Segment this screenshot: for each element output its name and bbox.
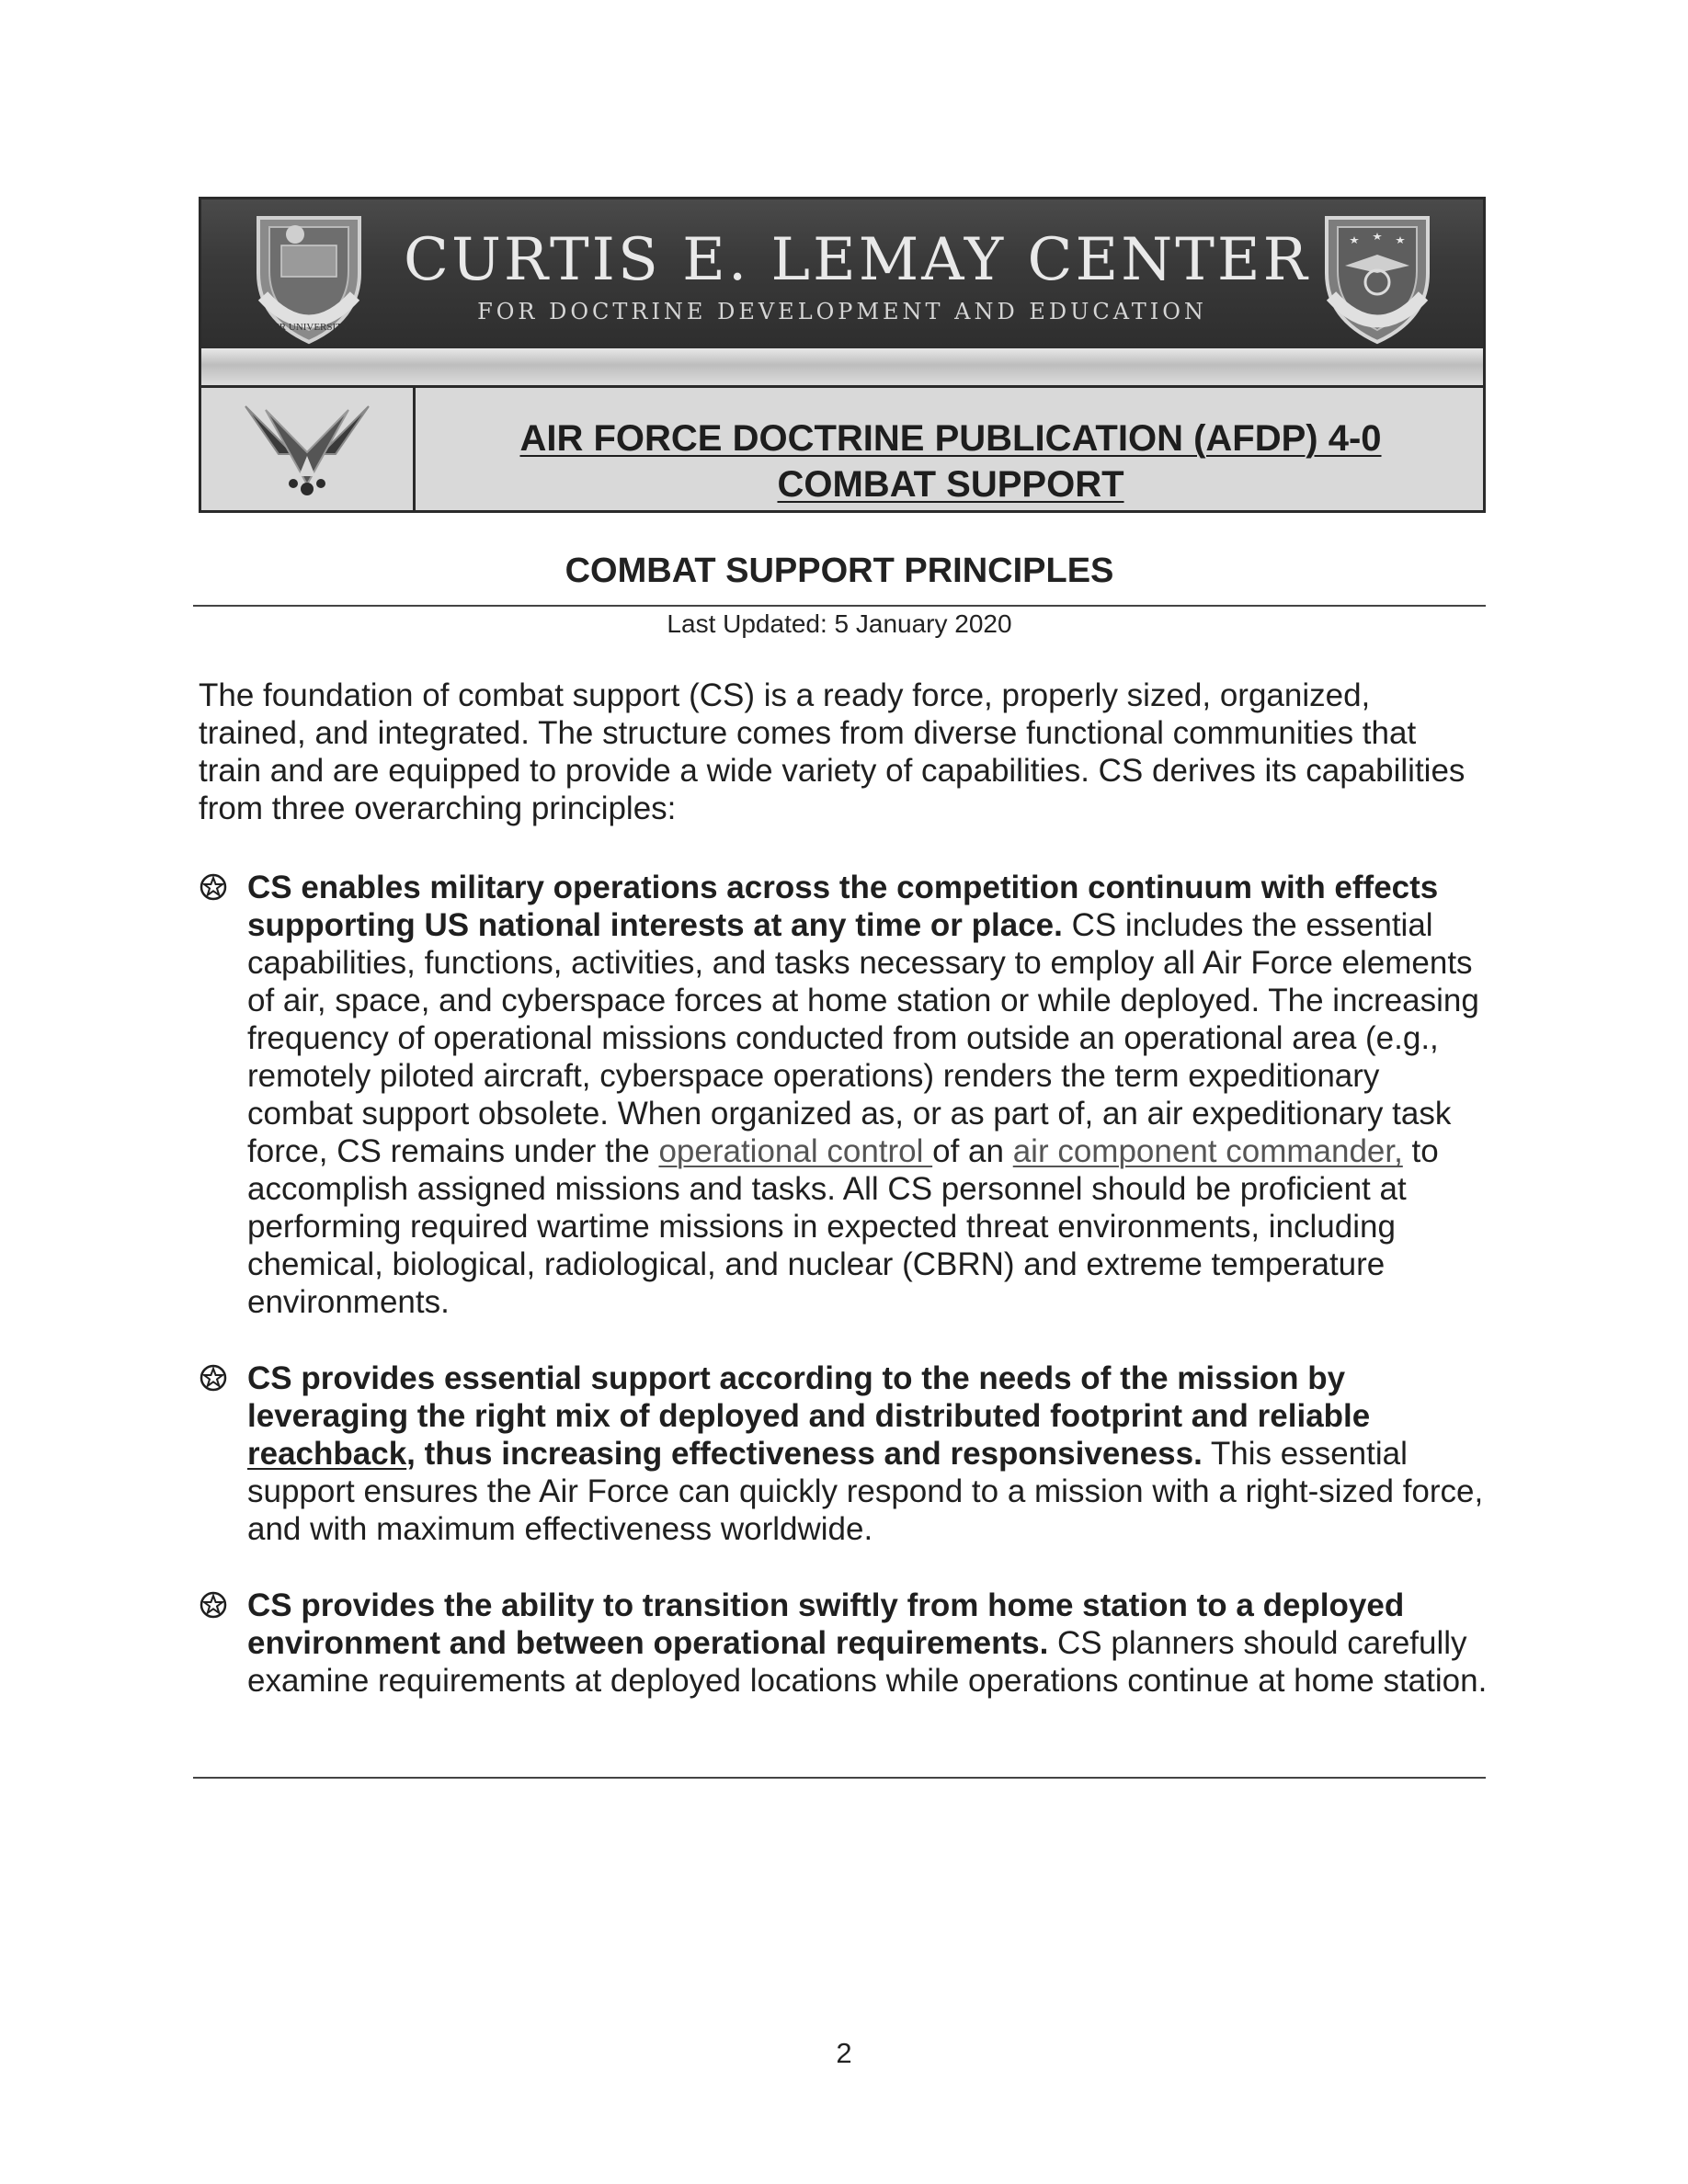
principle-text-2: [247, 1359, 1490, 1548]
air-university-seal-icon: [240, 209, 378, 347]
principle-1-text-b: of an: [932, 1133, 1013, 1169]
publication-title-line2[interactable]: COMBAT SUPPORT: [777, 464, 1124, 505]
page-number: 2: [836, 2037, 852, 2069]
section-divider-bottom: [193, 1777, 1486, 1779]
principle-text-3: [247, 1587, 1490, 1700]
principle-3-text: CS planners should carefully examine requirements at deployed locations while operations continue at home station.: [247, 1625, 1488, 1699]
last-updated: Last Updated: 5 January 2020: [667, 609, 1012, 638]
principle-3-bold: CS provides the ability to transition swiftly from home station to a deployed environment and between operational requirements.: [247, 1587, 1405, 1661]
star-in-circle-icon: [199, 1363, 228, 1393]
principle-1-text-c: to accomplish assigned missions and tasks. All CS personnel should be proficient at performing required wartime missions in expected threat environments, including chemical, biological, radiological, and nuclear (CBRN) and extreme temperature environments.: [247, 1133, 1439, 1320]
air-force-symbol-icon: [238, 397, 376, 503]
principle-item-3: [199, 1587, 1490, 1700]
banner-header: [201, 199, 1483, 350]
center-subtitle: FOR DOCTRINE DEVELOPMENT AND EDUCATION: [477, 299, 1207, 324]
principle-2-text: This essential support ensures the Air Force can quickly respond to a mission with a right-sized force, and with maximum effectiveness worldwide.: [247, 1436, 1484, 1547]
symbol-cell: [201, 388, 416, 510]
principle-item-2: [199, 1359, 1490, 1548]
section-divider-top: [193, 605, 1486, 607]
document-banner: [199, 197, 1486, 513]
principle-1-text-a: CS includes the essential capabilities, functions, activities, and tasks necessary to employ all Air Force elements of air, space, and cyberspace forces at home station or while deployed. The increasing frequency of operational missions conducted from outside an operational area (e.g., remotely piloted aircraft, cyberspace operations) renders the term expeditionary combat support obsolete. When organized as, or as part of, an air expeditionary task force, CS remains under the: [247, 907, 1479, 1169]
banner-divider-strip: [201, 348, 1483, 388]
reachback-link[interactable]: reachback: [247, 1436, 407, 1472]
publication-title-line1[interactable]: AIR FORCE DOCTRINE PUBLICATION (AFDP) 4-0: [519, 418, 1382, 459]
star-in-circle-icon: [199, 1590, 228, 1620]
principle-item-1: [199, 869, 1490, 1321]
principle-1-bold: CS enables military operations across the competition continuum with effects supporting US national interests at any time or place.: [247, 870, 1439, 943]
svg-text:AIR UNIVERSITY: AIR UNIVERSITY: [268, 322, 349, 333]
section-title: COMBAT SUPPORT PRINCIPLES: [565, 552, 1114, 590]
lemay-center-seal-icon: [1308, 209, 1446, 347]
publication-title: [418, 415, 1483, 507]
center-name: CURTIS E. LEMAY CENTER: [404, 226, 1310, 294]
principle-2-bold-b: , thus increasing effectiveness and responsiveness.: [406, 1436, 1203, 1472]
operational-control-link[interactable]: operational control: [658, 1133, 933, 1169]
air-component-commander-link[interactable]: air component commander,: [1012, 1133, 1403, 1169]
principle-text-1: [247, 869, 1490, 1321]
publication-header: [201, 388, 1483, 510]
principle-2-bold-a: CS provides essential support according to the needs of the mission by leveraging the right mix of deployed and distributed footprint and reliable: [247, 1360, 1371, 1434]
intro-paragraph: The foundation of combat support (CS) is a ready force, properly sized, organized, trained, and integrated. The structure comes from diverse functional communities that train and are equipped to provide a wide variety of capabilities. CS derives its capabilities from three overarching principles:: [199, 677, 1466, 826]
star-in-circle-icon: [199, 872, 228, 902]
